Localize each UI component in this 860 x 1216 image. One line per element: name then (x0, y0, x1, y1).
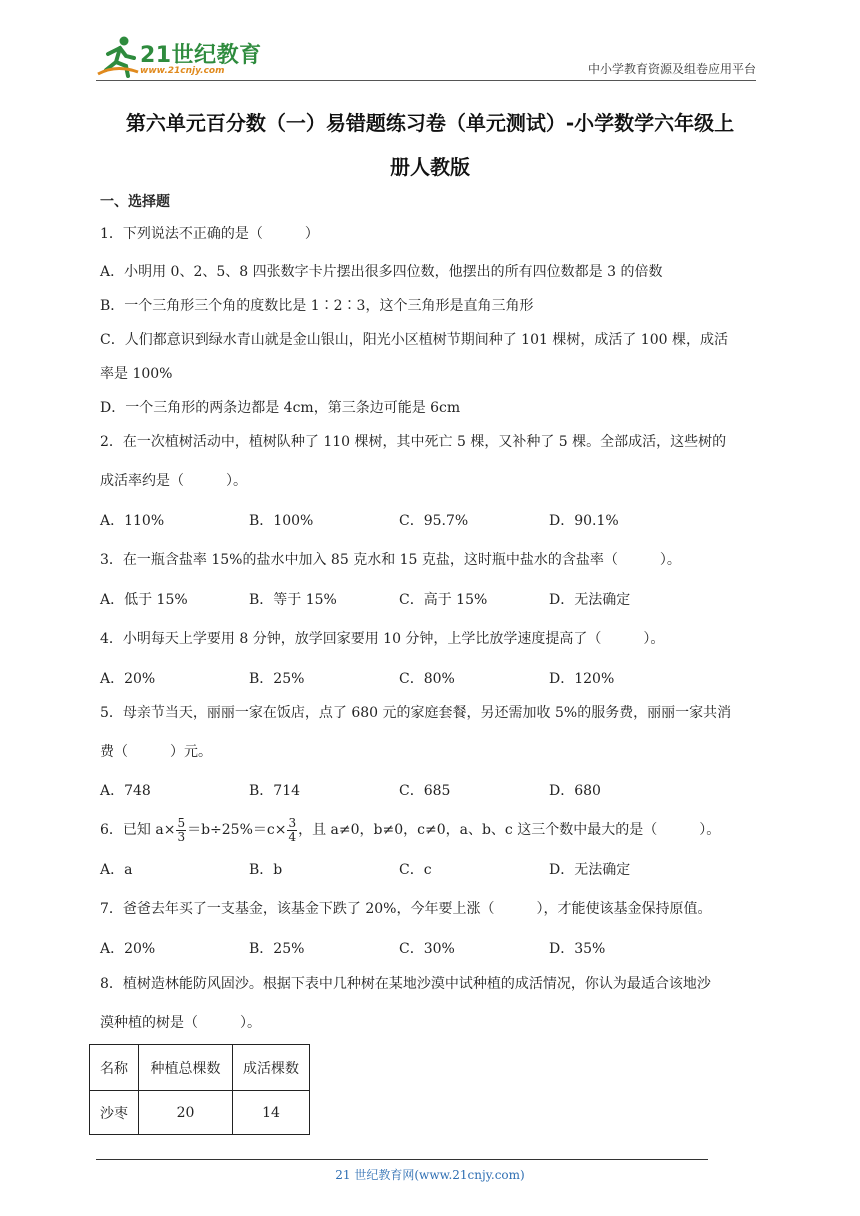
table-cell: 14 (233, 1091, 310, 1135)
q6-fraction-2-denominator: 4 (288, 829, 297, 844)
table-header-cell: 成活棵数 (233, 1045, 310, 1091)
runner-icon (96, 34, 140, 78)
header-divider (96, 80, 756, 81)
table-row (90, 1091, 310, 1135)
q5-option-d: D．680 (549, 783, 601, 799)
q1-option-c-cont: 率是 100% (100, 366, 173, 382)
q3-stem: 3．在一瓶含盐率 15%的盐水中加入 85 克水和 15 克盐，这时瓶中盐水的含盐率（ ）。 (100, 552, 681, 568)
tree-survival-table (89, 1044, 310, 1135)
q7-option-b: B．25% (249, 941, 305, 957)
q6-stem-part2: ＝b÷25%＝c× (187, 822, 287, 838)
q2-stem-cont: 成活率约是（ ）。 (100, 473, 247, 489)
q4-option-a: A．20% (100, 671, 156, 687)
q7-option-c: C．30% (399, 941, 455, 957)
q2-option-d: D．90.1% (549, 513, 619, 529)
q6-option-a: A．a (100, 862, 133, 878)
q2-stem: 2．在一次植树活动中，植树队种了 110 棵树，其中死亡 5 棵，又补种了 5 棵。全部成活，这些树的 (100, 434, 727, 450)
q7-option-a: A．20% (100, 941, 156, 957)
q6-option-d: D．无法确定 (549, 862, 631, 878)
logo-url: www.21cnjy.com (140, 66, 225, 76)
q6-fraction-1-numerator: 5 (177, 815, 186, 830)
q3-option-b: B．等于 15% (249, 592, 337, 608)
q7-stem: 7．爸爸去年买了一支基金，该基金下跌了 20%，今年要上涨（ ），才能使该基金保持原值。 (100, 901, 712, 917)
footer-divider (96, 1159, 708, 1160)
q6-option-b: B．b (249, 862, 283, 878)
q1-stem: 1．下列说法不正确的是（ ） (100, 226, 319, 242)
q5-option-a: A．748 (100, 783, 151, 799)
q5-option-b: B．714 (249, 783, 301, 799)
q4-stem: 4．小明每天上学要用 8 分钟，放学回家要用 10 分钟，上学比放学速度提高了（ ）。 (100, 631, 665, 647)
q6-fraction-2-numerator: 3 (288, 815, 297, 830)
table-cell: 20 (139, 1091, 233, 1135)
table-header-cell: 种植总棵数 (139, 1045, 233, 1091)
q8-stem: 8．植树造林能防风固沙。根据下表中几种树在某地沙漠中试种植的成活情况，你认为最适合该地沙 (100, 976, 711, 992)
q6-stem-part1: 6．已知 a× (100, 822, 176, 838)
q6-stem-part3: ，且 a≠0，b≠0，c≠0，a、b、c 这三个数中最大的是（ ）。 (298, 822, 721, 838)
document-title-line1: 第六单元百分数（一）易错题练习卷（单元测试）-小学数学六年级上 (125, 111, 735, 135)
page-header (0, 0, 860, 90)
q2-option-c: C．95.7% (399, 513, 469, 529)
table-cell: 沙枣 (90, 1091, 139, 1135)
q3-option-d: D．无法确定 (549, 592, 631, 608)
table-header-row (90, 1045, 310, 1091)
q6-fraction-1 (176, 817, 186, 844)
page-footer: 21 世纪教育网(www.21cnjy.com) (335, 1168, 525, 1182)
q3-option-a: A．低于 15% (100, 592, 188, 608)
table-header-cell: 名称 (90, 1045, 139, 1091)
document-title-line2: 册人教版 (390, 155, 470, 179)
q1-option-a: A．小明用 0、2、5、8 四张数字卡片摆出很多四位数，他摆出的所有四位数都是 3 的倍数 (100, 264, 663, 280)
logo-text: 21世纪教育 (140, 43, 262, 68)
q1-option-c: C．人们都意识到绿水青山就是金山银山，阳光小区植树节期间种了 101 棵树，成活了 100 棵，成活 (100, 332, 728, 348)
q4-option-c: C．80% (399, 671, 455, 687)
q4-option-d: D．120% (549, 671, 615, 687)
q7-option-d: D．35% (549, 941, 606, 957)
q6-fraction-2 (287, 817, 297, 844)
section-heading: 一、选择题 (100, 194, 170, 210)
q6-option-c: C．c (399, 862, 432, 878)
q3-option-c: C．高于 15% (399, 592, 488, 608)
q5-option-c: C．685 (399, 783, 451, 799)
q4-option-b: B．25% (249, 671, 305, 687)
q5-stem-cont: 费（ ）元。 (100, 744, 212, 760)
q8-stem-cont: 漠种植的树是（ ）。 (100, 1015, 261, 1031)
q5-stem: 5．母亲节当天，丽丽一家在饭店，点了 680 元的家庭套餐，另还需加收 5%的服务费，丽丽一家共消 (100, 705, 732, 721)
q2-option-b: B．100% (249, 513, 314, 529)
site-logo (96, 34, 266, 80)
header-tagline: 中小学教育资源及组卷应用平台 (587, 62, 756, 76)
q6-stem (100, 812, 720, 848)
q2-option-a: A．110% (100, 513, 165, 529)
q6-fraction-1-denominator: 3 (177, 829, 186, 844)
q1-option-b: B．一个三角形三个角的度数比是 1∶2∶3，这个三角形是直角三角形 (100, 298, 534, 314)
q1-option-d: D．一个三角形的两条边都是 4cm，第三条边可能是 6cm (100, 400, 461, 416)
